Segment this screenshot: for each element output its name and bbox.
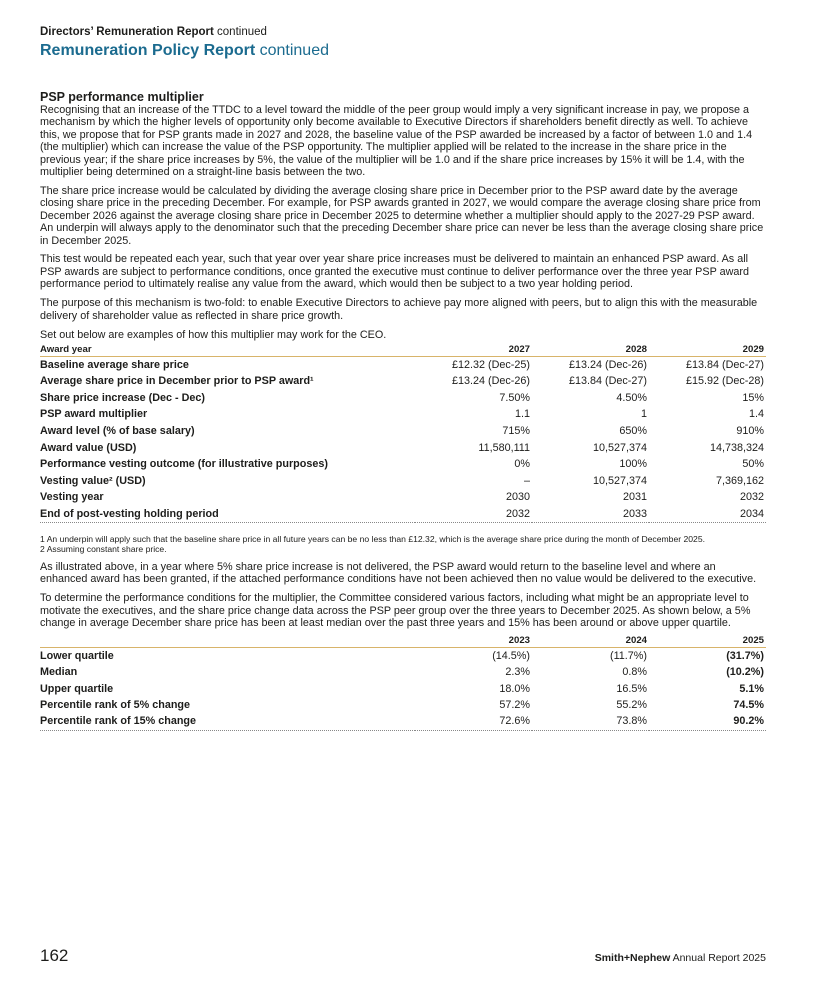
row-label: Award value (USD) xyxy=(40,441,137,454)
cell: 16.5% xyxy=(616,682,647,695)
cell: 90.2% xyxy=(649,713,766,730)
cell: 100% xyxy=(619,458,647,471)
cell: 4.50% xyxy=(616,391,647,404)
cell: 1.1 xyxy=(514,408,530,421)
column-header: 2028 xyxy=(532,343,649,357)
table-row xyxy=(40,456,766,473)
report-name: Annual Report 2025 xyxy=(670,952,766,964)
row-label: Percentile rank of 5% change xyxy=(40,699,191,712)
column-header: 2025 xyxy=(649,634,766,648)
multiplier-example-table xyxy=(40,343,766,523)
paragraph-6: As illustrated above, in a year where 5% share price increase is not delivered, the PSP award would return to the baseline level and where an enhanced award has been granted, if the attached performance conditions have not been achieved then no value would be delivered to the executive. xyxy=(40,561,757,586)
page-number: 162 xyxy=(40,946,69,965)
cell: 74.5% xyxy=(733,699,764,712)
cell: 2032 xyxy=(415,506,532,523)
table-row xyxy=(40,439,766,456)
row-label: Performance vesting outcome (for illustrative purposes) xyxy=(40,458,328,471)
title-rest: continued xyxy=(255,42,329,59)
cell: 57.2% xyxy=(499,699,530,712)
cell: 650% xyxy=(619,425,647,438)
row-label: Award level (% of base salary) xyxy=(40,425,195,438)
column-header: 2027 xyxy=(415,343,532,357)
table-header-row xyxy=(40,634,766,648)
brand-name: Smith+Nephew xyxy=(594,952,671,964)
row-label: Share price increase (Dec - Dec) xyxy=(40,391,206,404)
cell: 73.8% xyxy=(532,713,649,730)
page xyxy=(40,26,766,731)
footnotes xyxy=(40,534,766,555)
kicker-rest: continued xyxy=(213,26,267,38)
cell: 0.8% xyxy=(622,665,647,678)
cell: 910% xyxy=(736,425,764,438)
cell: 10,527,374 xyxy=(592,474,647,487)
table-header-row xyxy=(40,343,766,357)
paragraph-1: Recognising that an increase of the TTDC to a level toward the middle of the peer group would imply a very significant increase in pay, we propose a mechanism by which the higher levels of opportunity only become available to Executive Directors if shareholders benefit directly as well. To achieve this, we propose that for PSP grants made in 2027 and 2028, the baseline value of the PSP awarded be increased by a factor of between 1.0 and 1.4 (the multiplier) which can increase the value of the PSP opportunity. The multiplier applied will be related to the increase in the share price in the previous year; if the share price increases by 5%, the value of the multiplier will be 1.0 and if the share price increases by 15% it will be 1.4, with the multiplier being determined on a straight-line basis between the two. xyxy=(40,104,753,179)
row-label: Lower quartile xyxy=(40,649,114,662)
cell: 18.0% xyxy=(499,682,530,695)
row-label: Average share price in December prior to PSP award¹ xyxy=(40,375,314,388)
title-bold: Remuneration Policy Report xyxy=(40,42,256,59)
cell: 15% xyxy=(742,391,764,404)
cell: 2034 xyxy=(649,506,766,523)
row-label: Percentile rank of 15% change xyxy=(40,713,415,730)
section-heading: PSP performance multiplier xyxy=(40,90,204,104)
cell: £13.24 (Dec-26) xyxy=(568,358,647,371)
cell: (31.7%) xyxy=(726,649,764,662)
row-label: End of post-vesting holding period xyxy=(40,506,415,523)
report-kicker xyxy=(40,26,766,38)
cell: 2032 xyxy=(739,491,764,504)
table-row xyxy=(40,697,766,714)
column-header: Award year xyxy=(40,343,415,357)
cell: 1.4 xyxy=(748,408,764,421)
cell: £12.32 (Dec-25) xyxy=(451,358,530,371)
row-label: Median xyxy=(40,665,78,678)
cell: 2.3% xyxy=(505,665,530,678)
table-row xyxy=(40,406,766,423)
column-header: 2023 xyxy=(415,634,532,648)
cell: 7,369,162 xyxy=(715,474,764,487)
table-row xyxy=(40,713,766,730)
cell: 2031 xyxy=(622,491,647,504)
cell: (10.2%) xyxy=(726,665,764,678)
cell: £13.84 (Dec-27) xyxy=(685,358,764,371)
table-row xyxy=(40,680,766,697)
table-row xyxy=(40,423,766,440)
row-label: Baseline average share price xyxy=(40,358,189,371)
cell: 14,738,324 xyxy=(709,441,764,454)
cell: £13.84 (Dec-27) xyxy=(568,375,647,388)
column-header xyxy=(40,634,415,648)
row-label: Vesting value² (USD) xyxy=(40,474,146,487)
cell: – xyxy=(523,474,530,487)
table-row xyxy=(40,473,766,490)
cell: 5.1% xyxy=(739,682,764,695)
table-row xyxy=(40,356,766,373)
table-row xyxy=(40,506,766,523)
table-row xyxy=(40,489,766,506)
cell: 50% xyxy=(742,458,764,471)
cell: 2030 xyxy=(505,491,530,504)
paragraph-3: This test would be repeated each year, such that year over year share price increases must be delivered to maintain an enhanced PSP award. As all PSP awards are subject to performance conditions, once granted the executive must continue to deliver performance over the three year PSP award performance period to ultimately realise any value from the award, which would then be subject to a two year holding period. xyxy=(40,253,749,291)
footnote-1: 1 An underpin will apply such that the baseline share price in all future years can be no less than £12.32, which is the average share price during the month of December 2025. xyxy=(40,533,705,544)
footer-brand xyxy=(595,952,766,964)
cell: 715% xyxy=(502,425,530,438)
page-title xyxy=(40,42,766,60)
table-row xyxy=(40,390,766,407)
cell: (14.5%) xyxy=(492,649,530,662)
row-label: Upper quartile xyxy=(40,682,114,695)
cell: 10,527,374 xyxy=(592,441,647,454)
column-header: 2024 xyxy=(532,634,649,648)
row-label: PSP award multiplier xyxy=(40,408,148,421)
column-header: 2029 xyxy=(649,343,766,357)
cell: 7.50% xyxy=(499,391,530,404)
cell: 2033 xyxy=(532,506,649,523)
paragraph-5: Set out below are examples of how this multiplier may work for the CEO. xyxy=(40,328,387,341)
paragraph-2: The share price increase would be calculated by dividing the average closing share price in December prior to the PSP award date by the average closing share price in the preceding December. For example, for PSP awards granted in 2027, we would compare the average closing share price from December 2026 against the average closing share price in December 2025 to determine whether a multiplier should apply to the 2027-29 PSP award. An underpin will always apply to the denominator such that the preceding December share price can never be less than the average closing share price in December 2025. xyxy=(40,184,764,247)
peer-share-price-table xyxy=(40,634,766,731)
cell: 55.2% xyxy=(616,699,647,712)
row-label: Vesting year xyxy=(40,491,104,504)
cell: £13.24 (Dec-26) xyxy=(451,375,530,388)
table-row xyxy=(40,664,766,681)
table-row xyxy=(40,647,766,664)
cell: £15.92 (Dec-28) xyxy=(685,375,764,388)
cell: 1 xyxy=(640,408,647,421)
paragraph-4: The purpose of this mechanism is two-fold: to enable Executive Directors to achieve pay more aligned with peers, but to align this with the measurable delivery of shareholder value as reflected in share price growth. xyxy=(40,297,758,322)
cell: 72.6% xyxy=(415,713,532,730)
cell: 11,580,111 xyxy=(478,441,530,454)
cell: (11.7%) xyxy=(609,649,647,662)
kicker-bold: Directors’ Remuneration Report xyxy=(40,26,214,38)
paragraph-7: To determine the performance conditions for the multiplier, the Committee considered various factors, including what might be an appropriate level to motivate the executives, and the share price change data across the PSP peer group over the three years to December 2025. As shown below, a 5% change in average December share price has been at least median over the past three years and 15% has been around or above upper quartile. xyxy=(40,592,751,630)
cell: 0% xyxy=(514,458,530,471)
table-row xyxy=(40,373,766,390)
footnote-2: 2 Assuming constant share price. xyxy=(40,544,167,555)
